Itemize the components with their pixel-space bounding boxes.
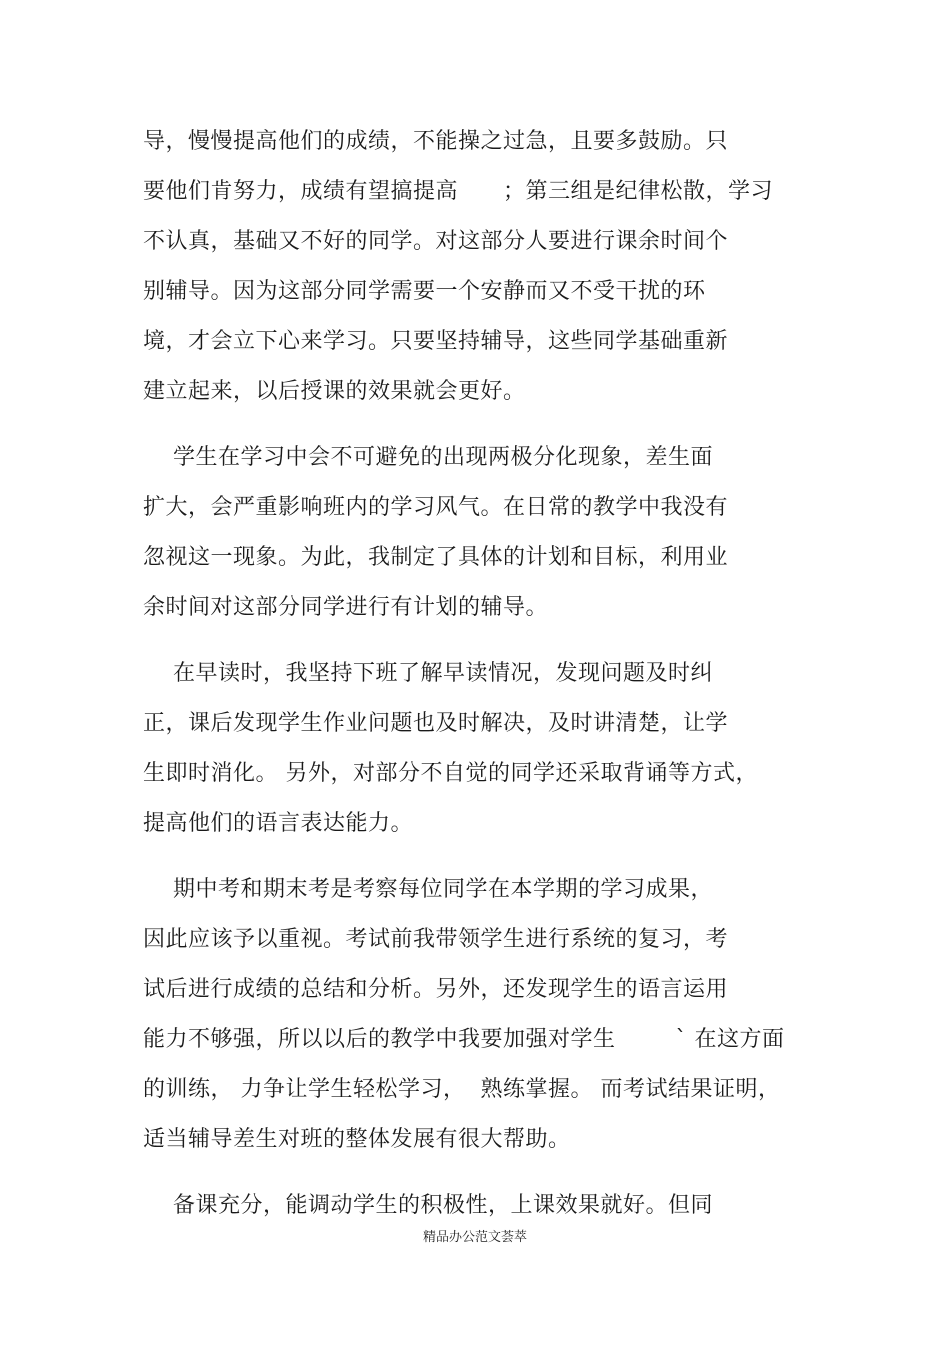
text-line: 正，课后发现学生作业问题也及时解决，及时讲清楚，让学	[143, 711, 729, 736]
text-line: 余时间对这部分同学进行有计划的辅导。	[143, 595, 549, 620]
text-line: 试后进行成绩的总结和分析。另外，还发现学生的语言运用	[143, 977, 729, 1002]
text-line: 因此应该予以重视。考试前我带领学生进行系统的复习，考	[143, 927, 729, 952]
text-line: 期中考和期末考是考察每位同学在本学期的学习成果，	[143, 877, 713, 902]
text-line: 能力不够强，所以以后的教学中我要加强对学生 ` 在这方面	[143, 1027, 785, 1052]
text-line: 别辅导。因为这部分同学需要一个安静而又不受干扰的环	[143, 279, 706, 304]
text-line: 导，慢慢提高他们的成绩，不能操之过急，且要多鼓励。只	[143, 129, 729, 154]
text-line: 扩大，会严重影响班内的学习风气。在日常的教学中我没有	[143, 495, 729, 520]
text-line: 忽视这一现象。为此，我制定了具体的计划和目标，利用业	[143, 545, 729, 570]
text-line: 适当辅导差生对班的整体发展有很大帮助。	[143, 1127, 571, 1152]
text-line: 的训练， 力争让学生轻松学习， 熟练掌握。 而考试结果证明，	[143, 1077, 781, 1102]
text-line: 生即时消化。 另外，对部分不自觉的同学还采取背诵等方式，	[143, 761, 758, 786]
text-line: 境，才会立下心来学习。只要坚持辅导，这些同学基础重新	[143, 329, 729, 354]
text-line: 建立起来，以后授课的效果就会更好。	[143, 379, 526, 404]
text-line: 要他们肯努力，成绩有望搞提高 ；第三组是纪律松散，学习	[143, 179, 773, 204]
text-line: 学生在学习中会不可避免的出现两极分化现象，差生面	[143, 445, 713, 470]
text-line: 在早读时，我坚持下班了解早读情况，发现问题及时纠	[143, 661, 713, 686]
text-line: 不认真，基础又不好的同学。对这部分人要进行课余时间个	[143, 229, 729, 254]
page-footer: 精品办公范文荟萃	[422, 1230, 527, 1245]
text-line: 备课充分，能调动学生的积极性，上课效果就好。但同	[143, 1193, 713, 1218]
text-line: 提高他们的语言表达能力。	[143, 811, 414, 836]
